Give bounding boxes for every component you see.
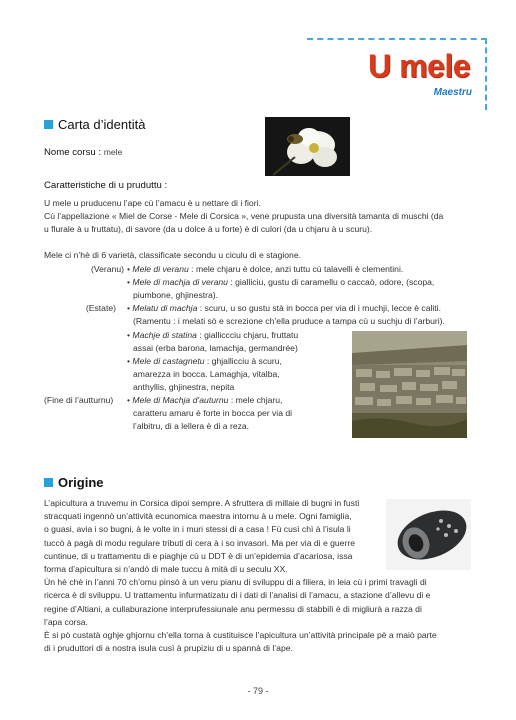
variety-name: Mele di castagnetu [132,356,205,366]
origin-line: È si pò custatà oghje ghjornu ch’ella torna à custituisce l’apicultura un’attività principale pè a maiò parte [44,630,437,641]
origin-line: ricerca è di sviluppu. U trattamentu infurmatizatu di i dati di l’analisi di l’amacu, a stazione d’allevu di e [44,590,431,601]
variety-name: Mele di veranu [132,264,189,274]
page-number: - 79 - [247,686,269,696]
variety-melatu: (Estate) • Melatu di machja : scuru, u so gustu stà in bocca per via di i muchji, lecce è caliti. (Ramentu : i melati sò e screzione ch’ella pruduce a tampa cù u suchju di l’arburi). [44,302,492,315]
variety-text: caratteru amaru è forte in bocca per via di [133,408,293,418]
identity-line-3: u flurale à u fruttatu), di savore (da u dolce à u forte) è di culori (da u chjaru à u scuru). [44,224,373,235]
page-title: U mele [368,48,470,84]
origin-line: forma d’apicultura si n’andò di male tuccu à mità di u seculu XX. [44,564,288,575]
section-square-icon [44,478,53,487]
variety-name: Mele di machja di veranu [132,277,228,287]
stone-wall-photo [352,331,467,438]
variety-castagnetu: • Mele di castagnetu : ghjallicciu à scuru, amarezza in bocca. Lamaghja, vitalba, anthyllis, ghjinestra, nepita [127,355,347,394]
variety-text: : gialliciu, gustu di caramellu o caccaò, odore, (scopa, [227,277,435,287]
name-value: mele [103,147,123,157]
identity-line-1: U mele u pruducenu l’ape cù l’amacu è u nettare di i fiori. [44,198,261,208]
variety-text: : gialliccciu chjaru, fruttatu [196,330,299,340]
variety-text: amarezza in bocca. Lamaghja, vitalba, [133,369,280,379]
variety-text: anthyllis, ghjinestra, nepita [133,382,235,392]
variety-season: (Estate) [85,303,116,313]
identity-line-2: Cù l’appellazione « Miel de Corse - Mele di Corsica », vene prupusta una diversità tamanta di muschi (da [44,211,444,222]
identity-heading [44,117,145,132]
variety-text: l’albitru, di a lellera è di a reza. [133,421,250,431]
variety-auturnu: (Fine di l’autturnu) • Mele di Machja d’auturnu : mele chjaru, caratteru amaru è forte in bocca per via di l’albitru, di a lellera è di a reza. [44,395,293,431]
varieties-intro: Mele ci n’hè di 6 varietà, classificate secondu u ciculu di e stagione. [44,250,301,260]
origin-line: cuntinue, di u trattamentu di e piaghje cù u DDT è di un’epidemia d’acariosa, issa [44,550,353,561]
variety-season: (Fine di l’autturnu) [44,395,114,405]
name-row [44,147,122,158]
identity-heading-text: Carta d’identità [58,117,146,132]
variety-name: Mele di Machja d’auturnu [132,395,229,405]
variety-machja-veranu: • Mele di machja di veranu : gialliciu, gustu di caramellu o caccaò, odore, (scopa, piumbone, ghjinestra). [127,276,487,302]
variety-name: Melatu di machja [132,303,198,313]
variety-name: Machje di statina [132,330,197,340]
origin-heading [44,475,104,490]
variety-text: : mele chjaru, [228,395,283,405]
origin-line: o guasi, avia i so bugni, à le volte in i muri stessi di a casa ! Fù cusì chì à l’isula li [44,524,351,535]
variety-text: (Ramentu : i melati sò e screzione ch’ella pruduce a tampa cù u suchju di l’arburi). [133,316,445,326]
origin-line: regine d’Altiani, a cullaburazione interprufessiunale anu permessu di stabbilì è di migliurà a razza di [44,603,422,614]
variety-veranu: (Veranu) • Mele di veranu : mele chjaru è dolce, anzi tuttu cù talavelli è clementini. [44,263,484,276]
variety-text: : ghjallicciu à scuru, [204,356,282,366]
variety-statina: • Machje di statina : gialliccciu chjaru, fruttatu assai (erba barona, lamachja, germandrée) [127,329,347,355]
section-square-icon [44,120,53,129]
variety-text: assai (erba barona, lamachja, germandrée) [133,343,298,353]
origin-line: tuccò à pagà di modu regulare tributi di cera à i so invasori. Ma per via di e guerre [44,537,355,548]
features-label: Caratteristiche di u pruduttu : [44,180,168,191]
variety-text: : scuru, u so gustu stà in bocca per via di i muchji, lecce è caliti. [197,303,441,313]
identity-paragraph [44,197,484,237]
origin-heading-text: Origine [58,475,104,490]
origin-line: stracquati ingennò un’attività ecunomica maestra intornu à u mele. Ogni famiglia, [44,511,352,522]
origin-line: l’apa corsa. [44,616,88,627]
variety-text: : mele chjaru è dolce, anzi tuttu cù talavelli è clementini. [188,264,404,274]
origin-line: di i pruduttori di a nostra isula cusì à prupiziu di u spannà di l’ape. [44,643,293,654]
page-subtitle: Maestru [433,87,472,98]
origin-line: L’apicultura a truvemu in Corsica dipoi sempre. A sfruttera di millaie di bugni in fusti [44,498,360,508]
name-label: Nome corsu : [44,147,102,158]
origin-line: Ùn hè chè in l’anni 70 ch’omu pinsò à un veru pianu di sviluppu di a filiera, in leia cù i primi travagli di [44,577,427,588]
origin-paragraph [44,497,484,655]
variety-text: piumbone, ghjinestra). [133,290,219,300]
flower-bee-photo [265,117,350,176]
variety-season: (Veranu) [91,264,124,274]
